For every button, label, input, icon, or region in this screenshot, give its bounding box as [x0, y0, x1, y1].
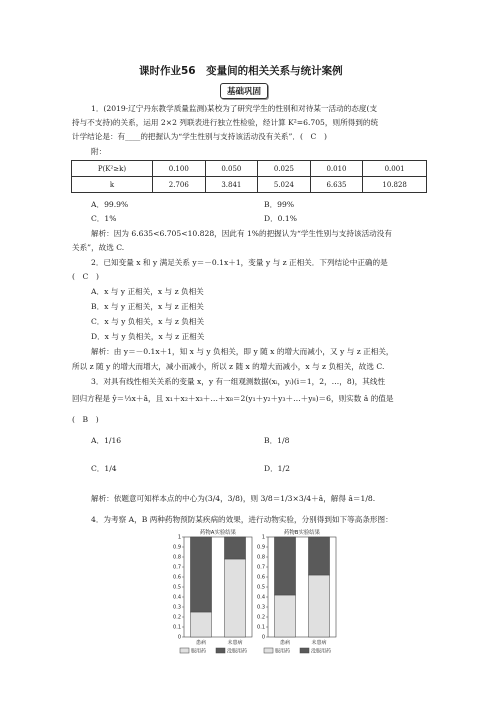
chart-title: 药物B实验结果 — [283, 530, 321, 536]
q2-option-d: D．x 与 y 负相关，x 与 z 正相关 — [91, 332, 205, 341]
y-tick-label: 0.5 — [173, 584, 181, 591]
y-tick-label: 0.1 — [173, 624, 181, 631]
legend-label: 服用药 — [191, 648, 207, 655]
q2-option-c: C．x 与 y 负相关，x 与 z 负相关 — [91, 317, 205, 326]
table-cell: 0.001 — [363, 161, 427, 177]
table-cell: 6.635 — [310, 177, 363, 193]
q2-stem-line2: ( C ) — [72, 272, 99, 281]
legend-swatch — [264, 648, 273, 653]
q2-option-a: A．x 与 y 正相关，x 与 z 负相关 — [91, 287, 204, 296]
q2-solution-line1: 解析：由 y＝－0.1x＋1，知 x 与 y 负相关，即 y 随 x 的增大而减小，又 y 与 z 正相关， — [91, 347, 394, 356]
y-tick-label: 0.4 — [257, 594, 265, 601]
q1-stem-line2: 持与不支持)的关系，运用 2×2 列联表进行独立性检验，经计算 K²=6.705，则所得到的统 — [72, 118, 379, 127]
q3-stem-line3: ( B ) — [72, 415, 99, 424]
y-tick-label: 0.8 — [173, 554, 181, 561]
legend-swatch — [300, 648, 309, 653]
y-tick-label: 0.5 — [257, 584, 265, 591]
bar-segment — [274, 537, 295, 595]
q1-option-d: D．0.1% — [264, 214, 297, 223]
q1-stem-line3: 计学结论是：有____的把握认为“学生性别与支持该活动没有关系”．( C ) — [72, 132, 327, 141]
table-cell: 0.025 — [258, 161, 311, 177]
table-cell: P(K²≥k) — [72, 161, 153, 177]
y-tick-label: 0.4 — [173, 594, 181, 601]
legend-label: 没服用药 — [227, 648, 248, 655]
bar-segment — [308, 537, 329, 575]
x-tick-label: 患病 — [279, 640, 291, 646]
critical-value-table — [71, 160, 427, 193]
y-tick-label: 0.1 — [257, 624, 265, 631]
legend-label: 服用药 — [275, 648, 291, 655]
y-tick-label: 0.6 — [257, 574, 265, 581]
table-cell: 5.024 — [258, 177, 311, 193]
y-tick-label: 0.8 — [257, 554, 265, 561]
q3-stem-line1: 3．对具有线性相关关系的变量 x，y 有一组观测数据(xᵢ，yᵢ)(i＝1，2，…，8)，其线性 — [91, 377, 386, 386]
q2-stem-line1: 2．已知变量 x 和 y 满足关系 y＝－0.1x＋1，变量 y 与 z 正相关．下列结论中正确的是 — [91, 258, 388, 267]
legend-swatch — [180, 648, 189, 653]
y-tick-label: 0.2 — [173, 614, 181, 621]
table-cell: 2.706 — [153, 177, 206, 193]
table-cell: 0.100 — [153, 161, 206, 177]
y-tick-label: 0.3 — [257, 604, 265, 611]
q1-option-b: B．99% — [264, 200, 295, 209]
x-tick-label: 患病 — [195, 640, 207, 646]
bar-segment — [190, 612, 211, 637]
y-tick-label: 0 — [261, 634, 265, 641]
page-title: 课时作业56 变量间的相关关系与统计案例 — [139, 65, 343, 77]
y-tick-label: 0.6 — [173, 574, 181, 581]
table-row — [72, 177, 427, 193]
q1-option-a: A．99.9% — [91, 200, 129, 209]
x-tick-label: 未患病 — [311, 640, 327, 646]
y-tick-label: 0.3 — [173, 604, 181, 611]
q3-option-c: C．1/4 — [91, 464, 117, 473]
table-cell: 0.010 — [310, 161, 363, 177]
legend-swatch — [216, 648, 225, 653]
y-tick-label: 0.9 — [173, 544, 181, 551]
table-cell: 10.828 — [363, 177, 427, 193]
q1-attach-label: 附： — [91, 147, 107, 156]
q4-stem-line1: 4．为考察 A，B 两种药物预防某疾病的效果，进行动物实验，分别得到如下等高条形图： — [91, 515, 393, 524]
q2-option-b: B．x 与 y 正相关，x 与 z 正相关 — [91, 302, 204, 311]
y-tick-label: 1 — [261, 534, 265, 541]
x-tick-label: 未患病 — [227, 640, 243, 646]
y-tick-label: 1 — [177, 534, 181, 541]
section-badge: 基础巩固 — [220, 83, 268, 99]
chart-title: 药物A实验结果 — [199, 530, 237, 536]
q1-option-c: C．1% — [91, 214, 117, 223]
bar-segment — [224, 559, 245, 637]
bar-segment — [274, 595, 295, 637]
q1-stem-line1: 1．(2019·辽宁丹东教学质量监测)某校为了研究学生的性别和对待某一活动的态度(支 — [91, 104, 378, 113]
q3-stem-line2: 回归方程是 ŷ＝⅓x＋â，且 x₁＋x₂＋x₃＋…＋x₈＝2(y₁＋y₂＋y₃＋…＋y₈)＝6，则实数 â 的值是 — [72, 394, 394, 403]
q3-solution-line1: 解析：依题意可知样本点的中心为(3/4，3/8)，则 3/8＝1/3×3/4＋â，解得 â＝1/8. — [91, 494, 376, 503]
y-tick-label: 0.7 — [257, 564, 265, 571]
table-cell: 3.841 — [205, 177, 258, 193]
y-tick-label: 0.2 — [257, 614, 265, 621]
drug-b-chart — [248, 527, 348, 667]
q3-option-b: B．1/8 — [264, 436, 290, 445]
q3-option-a: A．1/16 — [91, 436, 122, 445]
table-row — [72, 161, 427, 177]
bar-segment — [308, 575, 329, 637]
bar-segment — [224, 537, 245, 559]
table-cell: 0.050 — [205, 161, 258, 177]
q3-option-d: D．1/2 — [264, 464, 290, 473]
q1-solution-line2: 关系”，故选 C. — [72, 243, 125, 252]
legend-label: 没服用药 — [311, 648, 332, 655]
q2-solution-line2: 所以 z 随 y 的增大而增大，减小而减小，所以 z 随 x 的增大而减小，x 与 z 负相关，故选 C. — [72, 362, 385, 371]
q1-solution-line1: 解析：因为 6.635<6.705<10.828，因此有 1%的把握认为“学生性别与支持该活动没有 — [91, 229, 392, 238]
y-tick-label: 0 — [177, 634, 181, 641]
y-tick-label: 0.9 — [257, 544, 265, 551]
y-tick-label: 0.7 — [173, 564, 181, 571]
bar-segment — [190, 537, 211, 612]
table-cell: k — [72, 177, 153, 193]
